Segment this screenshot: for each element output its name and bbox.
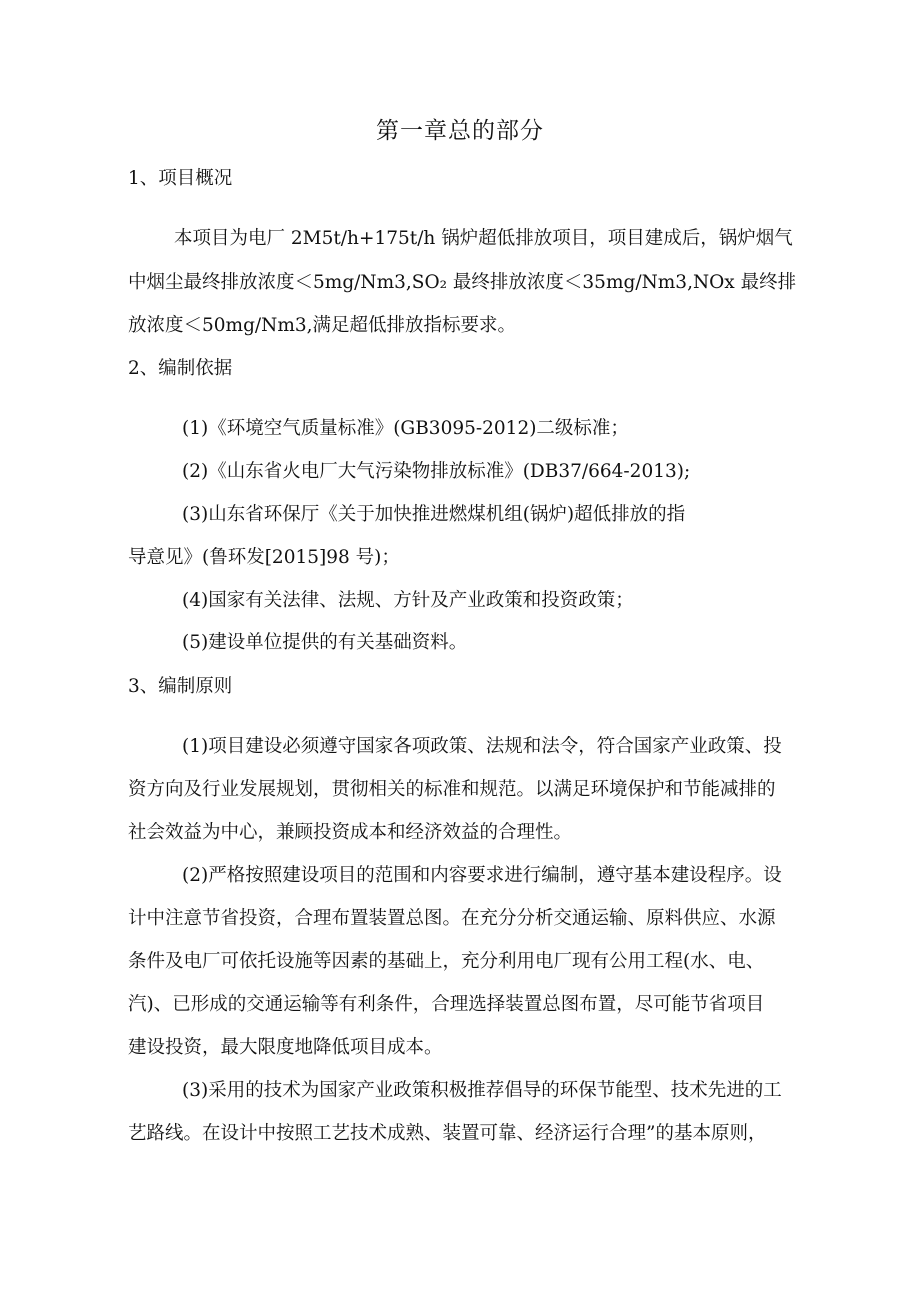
paragraph-line: 汽)、已形成的交通运输等有利条件，合理选择装置总图布置，尽可能节省项目 bbox=[128, 994, 765, 1015]
list-item: (5)建设单位提供的有关基础资料。 bbox=[182, 632, 468, 653]
paragraph-line: 建设投资，最大限度地降低项目成本。 bbox=[128, 1037, 443, 1058]
section-heading-overview: 1、项目概况 bbox=[128, 168, 233, 189]
list-item: (3)山东省环保厅《关于加快推进燃煤机组(锅炉)超低排放的指 bbox=[182, 504, 686, 525]
list-item-continuation: 导意见》(鲁环发[2015]98 号)； bbox=[128, 547, 400, 568]
paragraph-line: 放浓度＜50mg/Nm3,满足超低排放指标要求。 bbox=[128, 315, 517, 336]
list-item: (4)国家有关法律、法规、方针及产业政策和投资政策； bbox=[182, 590, 634, 611]
list-item: (1)《环境空气质量标准》(GB3095-2012)二级标准； bbox=[182, 418, 629, 439]
paragraph-line: 计中注意节省投资，合理布置装置总图。在充分分析交通运输、原料供应、水源 bbox=[128, 908, 776, 929]
paragraph-line: (1)项目建设必须遵守国家各项政策、法规和法令，符合国家产业政策、投 bbox=[182, 736, 782, 757]
paragraph-line: 本项目为电厂 2M5t/h+175t/h 锅炉超低排放项目，项目建成后，锅炉烟气 bbox=[174, 228, 793, 249]
paragraph-line: 条件及电厂可依托设施等因素的基础上，充分利用电厂现有公用工程(水、电、 bbox=[128, 951, 765, 972]
paragraph-line: 资方向及行业发展规划，贯彻相关的标准和规范。以满足环境保护和节能减排的 bbox=[128, 779, 776, 800]
paragraph-line: (3)采用的技术为国家产业政策积极推荐倡导的环保节能型、技术先进的工 bbox=[182, 1080, 782, 1101]
paragraph-line: 社会效益为中心，兼顾投资成本和经济效益的合理性。 bbox=[128, 822, 573, 843]
section-heading-principles: 3、编制原则 bbox=[128, 676, 233, 697]
list-item: (2)《山东省火电厂大气污染物排放标准》(DB37/664-2013); bbox=[182, 461, 691, 482]
paragraph-line: (2)严格按照建设项目的范围和内容要求进行编制，遵守基本建设程序。设 bbox=[182, 865, 782, 886]
chapter-title: 第一章总的部分 bbox=[376, 118, 544, 144]
section-heading-basis: 2、编制依据 bbox=[128, 358, 233, 379]
paragraph-line: 艺路线。在设计中按照工艺技术成熟、装置可靠、经济运行合理”的基本原则， bbox=[128, 1123, 767, 1144]
paragraph-line: 中烟尘最终排放浓度＜5mg/Nm3,SO₂ 最终排放浓度＜35mg/Nm3,NOx 最终排 bbox=[128, 272, 797, 293]
